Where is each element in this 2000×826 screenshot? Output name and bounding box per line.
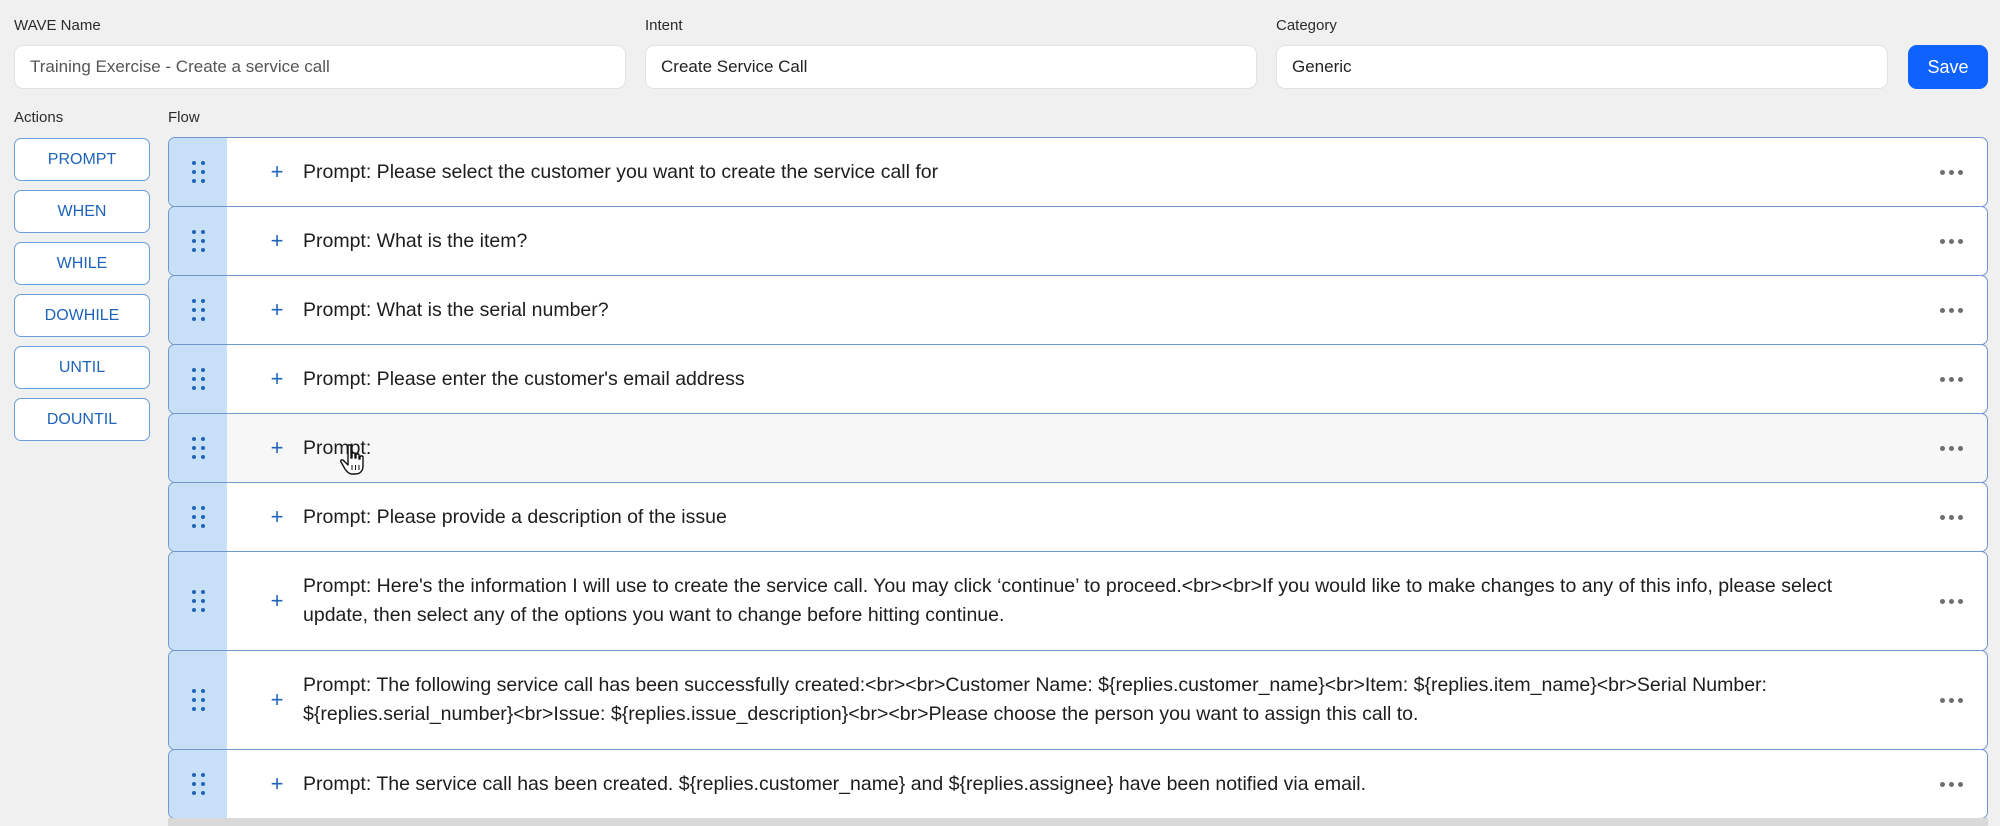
plus-icon[interactable]: + bbox=[270, 366, 284, 391]
category-input[interactable] bbox=[1276, 45, 1888, 89]
more-options-icon[interactable] bbox=[1915, 414, 1987, 482]
scroll-edge bbox=[168, 818, 1988, 826]
action-dowhile-button[interactable]: DOWHILE bbox=[14, 294, 150, 337]
more-options-icon[interactable] bbox=[1915, 552, 1987, 650]
drag-handle-icon[interactable] bbox=[169, 345, 227, 413]
flow-row-text: Prompt: Please enter the customer's email address bbox=[303, 367, 745, 390]
more-options-icon[interactable] bbox=[1915, 750, 1987, 818]
action-when-button[interactable]: WHEN bbox=[14, 190, 150, 233]
flow-row[interactable] bbox=[168, 344, 1988, 414]
hand-pointer-cursor-icon bbox=[339, 443, 367, 477]
drag-handle-icon[interactable] bbox=[169, 750, 227, 818]
actions-label: Actions bbox=[14, 109, 64, 126]
drag-handle-icon[interactable] bbox=[169, 276, 227, 344]
flow-row-text: Prompt: What is the item? bbox=[303, 229, 528, 252]
plus-icon[interactable]: + bbox=[270, 228, 284, 253]
flow-row[interactable] bbox=[168, 275, 1988, 345]
flow-row[interactable] bbox=[168, 137, 1988, 207]
intent-label: Intent bbox=[645, 17, 683, 34]
flow-row[interactable] bbox=[168, 749, 1988, 819]
plus-icon[interactable]: + bbox=[270, 435, 284, 460]
flow-row-text: Prompt: What is the serial number? bbox=[303, 298, 609, 321]
flow-row-text: Prompt: The service call has been created. ${replies.customer_name} and ${replies.assignee} have been notified via email. bbox=[303, 772, 1367, 795]
more-options-icon[interactable] bbox=[1915, 138, 1987, 206]
plus-icon[interactable]: + bbox=[270, 771, 284, 796]
drag-handle-icon[interactable] bbox=[169, 552, 227, 650]
flow-row[interactable] bbox=[168, 482, 1988, 552]
flow-row-text: Prompt: Here's the information I will use to create the service call. You may click ‘continue’ to proceed.<br><br>If you would like to make changes to any of this info, please select update, then select any of the options you want to change before hitting continue. bbox=[303, 575, 1833, 626]
drag-handle-icon[interactable] bbox=[169, 138, 227, 206]
plus-icon[interactable]: + bbox=[270, 588, 284, 613]
flow-list bbox=[168, 137, 1988, 818]
flow-row[interactable] bbox=[168, 206, 1988, 276]
flow-label: Flow bbox=[168, 109, 200, 126]
plus-icon[interactable]: + bbox=[270, 159, 284, 184]
plus-icon[interactable]: + bbox=[270, 297, 284, 322]
actions-panel bbox=[14, 138, 150, 450]
category-label: Category bbox=[1276, 17, 1337, 34]
more-options-icon[interactable] bbox=[1915, 276, 1987, 344]
flow-row[interactable] bbox=[168, 413, 1988, 483]
flow-row[interactable] bbox=[168, 650, 1988, 750]
plus-icon[interactable]: + bbox=[270, 504, 284, 529]
flow-row-text: Prompt: Please provide a description of the issue bbox=[303, 505, 727, 528]
flow-row-text: Prompt: bbox=[303, 436, 372, 459]
save-button[interactable]: Save bbox=[1908, 45, 1988, 89]
wave-name-label: WAVE Name bbox=[14, 17, 101, 34]
wave-name-input[interactable] bbox=[14, 45, 626, 89]
action-while-button[interactable]: WHILE bbox=[14, 242, 150, 285]
flow-row-text: Prompt: Please select the customer you want to create the service call for bbox=[303, 160, 939, 183]
drag-handle-icon[interactable] bbox=[169, 651, 227, 749]
plus-icon[interactable]: + bbox=[270, 687, 284, 712]
intent-input[interactable] bbox=[645, 45, 1257, 89]
action-dountil-button[interactable]: DOUNTIL bbox=[14, 398, 150, 441]
flow-row-text: Prompt: The following service call has been successfully created:<br><br>Customer Name: ${replies.customer_name}<br>Item: ${replies.item_name}<br>Serial Number: ${replies.serial_number}<br>Issue: ${replies.issue_description}<br><br>Please choose the person you want to assign this call to. bbox=[303, 674, 1767, 725]
drag-handle-icon[interactable] bbox=[169, 483, 227, 551]
more-options-icon[interactable] bbox=[1915, 483, 1987, 551]
more-options-icon[interactable] bbox=[1915, 207, 1987, 275]
more-options-icon[interactable] bbox=[1915, 651, 1987, 749]
action-prompt-button[interactable]: PROMPT bbox=[14, 138, 150, 181]
drag-handle-icon[interactable] bbox=[169, 414, 227, 482]
flow-row[interactable] bbox=[168, 551, 1988, 651]
more-options-icon[interactable] bbox=[1915, 345, 1987, 413]
action-until-button[interactable]: UNTIL bbox=[14, 346, 150, 389]
drag-handle-icon[interactable] bbox=[169, 207, 227, 275]
